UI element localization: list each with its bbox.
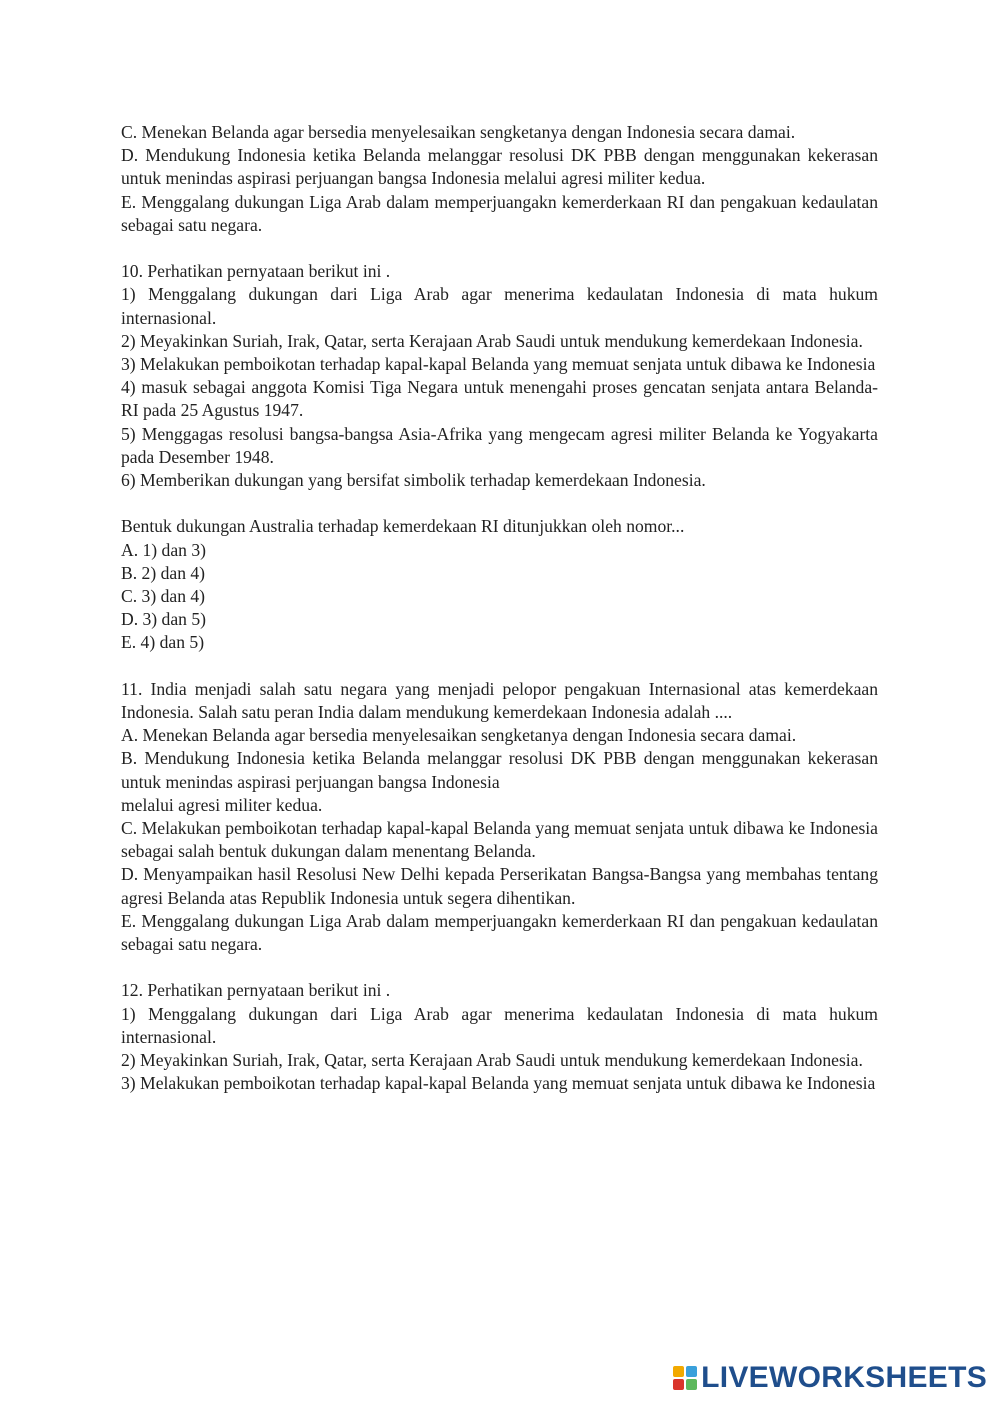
q10-statement: 2) Meyakinkan Suriah, Irak, Qatar, serta Kerajaan Arab Saudi untuk mendukung kemerdekaan Indonesia. [121, 330, 863, 351]
q12-statement: 1) Menggalang dukungan dari Liga Arab agar menerima kedaulatan Indonesia di mata hukum internasional. [121, 1003, 878, 1047]
q11-option-a: A. Menekan Belanda agar bersedia menyelesaikan sengketanya dengan Indonesia secara damai. [121, 725, 797, 746]
q10-question: Bentuk dukungan Australia terhadap kemerdekaan RI ditunjukkan oleh nomor... [121, 516, 685, 537]
q10-statement: 3) Melakukan pemboikotan terhadap kapal-kapal Belanda yang memuat senjata untuk dibawa ke Indonesia [121, 354, 876, 375]
q10-statement: 1) Menggalang dukungan dari Liga Arab agar menerima kedaulatan Indonesia di mata hukum internasional. [121, 284, 878, 328]
q10-option-a: A. 1) dan 3) [121, 539, 207, 560]
q11-option-c: C. Melakukan pemboikotan terhadap kapal-kapal Belanda yang memuat senjata untuk dibawa ke Indonesia sebagai salah bentuk dukungan dalam menentang Belanda. [121, 818, 878, 862]
q9-option-d: D. Mendukung Indonesia ketika Belanda melanggar resolusi DK PBB dengan menggunakan kekerasan untuk menindas aspirasi perjuangan bangsa Indonesia melalui agresi militer kedua. [121, 145, 878, 189]
q11-option-b-continued: melalui agresi militer kedua. [121, 794, 323, 815]
q12-intro: 12. Perhatikan pernyataan berikut ini . [121, 980, 391, 1001]
q12-statement: 2) Meyakinkan Suriah, Irak, Qatar, serta Kerajaan Arab Saudi untuk mendukung kemerdekaan Indonesia. [121, 1050, 863, 1071]
liveworksheets-logo [673, 1363, 987, 1393]
q10-option-d: D. 3) dan 5) [121, 609, 207, 630]
q10-statement: 4) masuk sebagai anggota Komisi Tiga Negara untuk menengahi proses gencatan senjata antara Belanda-RI pada 25 Agustus 1947. [121, 377, 878, 421]
q10-option-e: E. 4) dan 5) [121, 632, 205, 653]
logo-square-icon [686, 1366, 697, 1377]
q11-option-b: B. Mendukung Indonesia ketika Belanda melanggar resolusi DK PBB dengan menggunakan kekerasan untuk menindas aspirasi perjuangan bangsa Indonesia [121, 748, 878, 792]
q10-statement: 6) Memberikan dukungan yang bersifat simbolik terhadap kemerdekaan Indonesia. [121, 470, 706, 491]
liveworksheets-logo-text: LIVEWORKSHEETS [701, 1361, 987, 1394]
q10-statement: 5) Menggagas resolusi bangsa-bangsa Asia-Afrika yang mengecam agresi militer Belanda ke Yogyakarta pada Desember 1948. [121, 423, 878, 467]
q11-option-d: D. Menyampaikan hasil Resolusi New Delhi kepada Perserikatan Bangsa-Bangsa yang membahas tentang agresi Belanda atas Republik Indonesia untuk segera dihentikan. [121, 864, 878, 908]
q10-option-c: C. 3) dan 4) [121, 586, 206, 607]
q12-statement: 3) Melakukan pemboikotan terhadap kapal-kapal Belanda yang memuat senjata untuk dibawa ke Indonesia [121, 1073, 876, 1094]
logo-square-icon [673, 1366, 684, 1377]
q11-question: 11. India menjadi salah satu negara yang menjadi pelopor pengakuan Internasional atas kemerdekaan Indonesia. Salah satu peran India dalam mendukung kemerdekaan Indonesia adalah .... [121, 678, 878, 723]
worksheet-content [121, 121, 878, 1095]
q11-option-e: E. Menggalang dukungan Liga Arab dalam memperjuangakn kemerderkaan RI dan pengakuan kedaulatan sebagai satu negara. [121, 910, 878, 955]
q9-option-c: C. Menekan Belanda agar bersedia menyelesaikan sengketanya dengan Indonesia secara damai. [121, 122, 796, 142]
logo-square-icon [686, 1379, 697, 1390]
q10-option-b: B. 2) dan 4) [121, 562, 206, 583]
logo-square-icon [673, 1379, 684, 1390]
q10-intro: 10. Perhatikan pernyataan berikut ini . [121, 261, 391, 282]
liveworksheets-logo-icon [673, 1366, 697, 1390]
q9-option-e: E. Menggalang dukungan Liga Arab dalam memperjuangakn kemerderkaan RI dan pengakuan kedaulatan sebagai satu negara. [121, 191, 878, 235]
